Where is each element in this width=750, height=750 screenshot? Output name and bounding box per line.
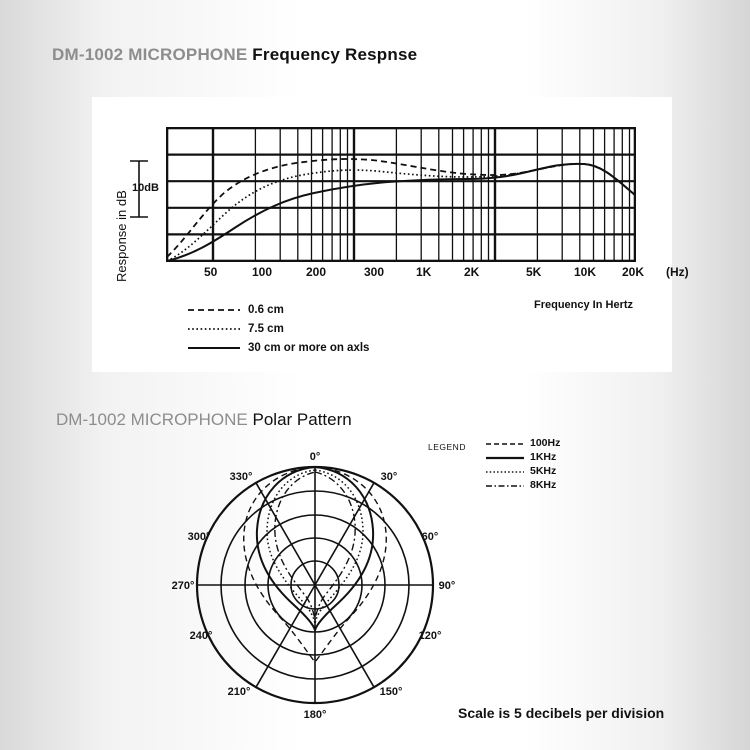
polar-grid (197, 467, 433, 703)
legend-item-0-6cm (188, 300, 369, 319)
polar-legend-label-8khz: 8KHz (530, 479, 557, 491)
angle-label-30: 30° (380, 471, 398, 483)
legend-label-0-6cm: 0.6 cm (248, 303, 284, 316)
scale-note: Scale is 5 decibels per division (458, 705, 665, 721)
legend-swatch-dashed (188, 305, 240, 315)
x-tick-10k: 10K (574, 265, 597, 279)
frequency-response-chart (92, 97, 689, 372)
x-tick-300: 300 (364, 265, 385, 279)
series-curve-7-5cm (167, 164, 635, 261)
polar-legend-item-100hz (486, 436, 560, 450)
frequency-legend (188, 300, 369, 357)
page-title-polar (56, 410, 352, 430)
angle-label-210: 210° (227, 686, 251, 698)
angle-label-330: 330° (229, 471, 253, 483)
legend-label-30cm: 30 cm or more on axls (248, 341, 370, 354)
polar-legend-label-5khz: 5KHz (530, 465, 557, 477)
x-tick-100: 100 (252, 265, 273, 279)
polar-title-subject: Polar Pattern (252, 410, 352, 429)
polar-legend-title: LEGEND (428, 442, 466, 452)
angle-label-90: 90° (438, 580, 456, 592)
polar-legend-item-1khz (486, 450, 560, 464)
polar-pattern-chart (165, 440, 465, 730)
x-tick-50: 50 (204, 265, 218, 279)
plot-grid (167, 128, 635, 261)
polar-legend-item-8khz (486, 478, 560, 492)
x-tick-5k: 5K (526, 265, 542, 279)
angle-label-300: 300° (187, 531, 211, 543)
x-axis-unit: (Hz) (666, 265, 689, 279)
legend-swatch-solid (188, 343, 240, 353)
polar-legend-label-100hz: 100Hz (530, 437, 561, 449)
legend-label-7-5cm: 7.5 cm (248, 322, 284, 335)
legend-swatch-solid (486, 453, 524, 461)
legend-item-30cm (188, 338, 369, 357)
x-tick-200: 200 (306, 265, 327, 279)
page-title-model: DM-1002 MICROPHONE (52, 45, 248, 64)
db-scale-label: 10dB (132, 182, 159, 194)
series-curve-30cm (167, 164, 635, 261)
legend-item-7-5cm (188, 319, 369, 338)
x-tick-20k: 20K (622, 265, 645, 279)
frequency-plot-area (166, 127, 636, 262)
legend-swatch-dotted (486, 467, 524, 475)
polar-title-model: DM-1002 MICROPHONE (56, 410, 248, 429)
polar-legend-item-5khz (486, 464, 560, 478)
legend-swatch-dashdot (486, 481, 524, 489)
x-tick-1k: 1K (416, 265, 432, 279)
x-tick-2k: 2K (464, 265, 480, 279)
polar-legend-label-1khz: 1KHz (530, 451, 557, 463)
angle-label-180: 180° (303, 709, 327, 721)
x-axis-title: Frequency In Hertz (534, 299, 634, 311)
y-axis-label: Response in dB (114, 190, 129, 282)
angle-label-60: 60° (421, 531, 439, 543)
x-axis-ticks (156, 265, 689, 281)
angle-label-120: 120° (418, 630, 442, 642)
page-title-frequency (52, 45, 417, 65)
legend-swatch-dashed (486, 439, 524, 447)
legend-swatch-dotted (188, 324, 240, 334)
angle-label-150: 150° (379, 686, 403, 698)
angle-label-240: 240° (189, 630, 213, 642)
angle-label-270: 270° (171, 580, 195, 592)
angle-label-0: 0° (309, 451, 321, 463)
page-title-subject: Frequency Respnse (252, 45, 418, 64)
